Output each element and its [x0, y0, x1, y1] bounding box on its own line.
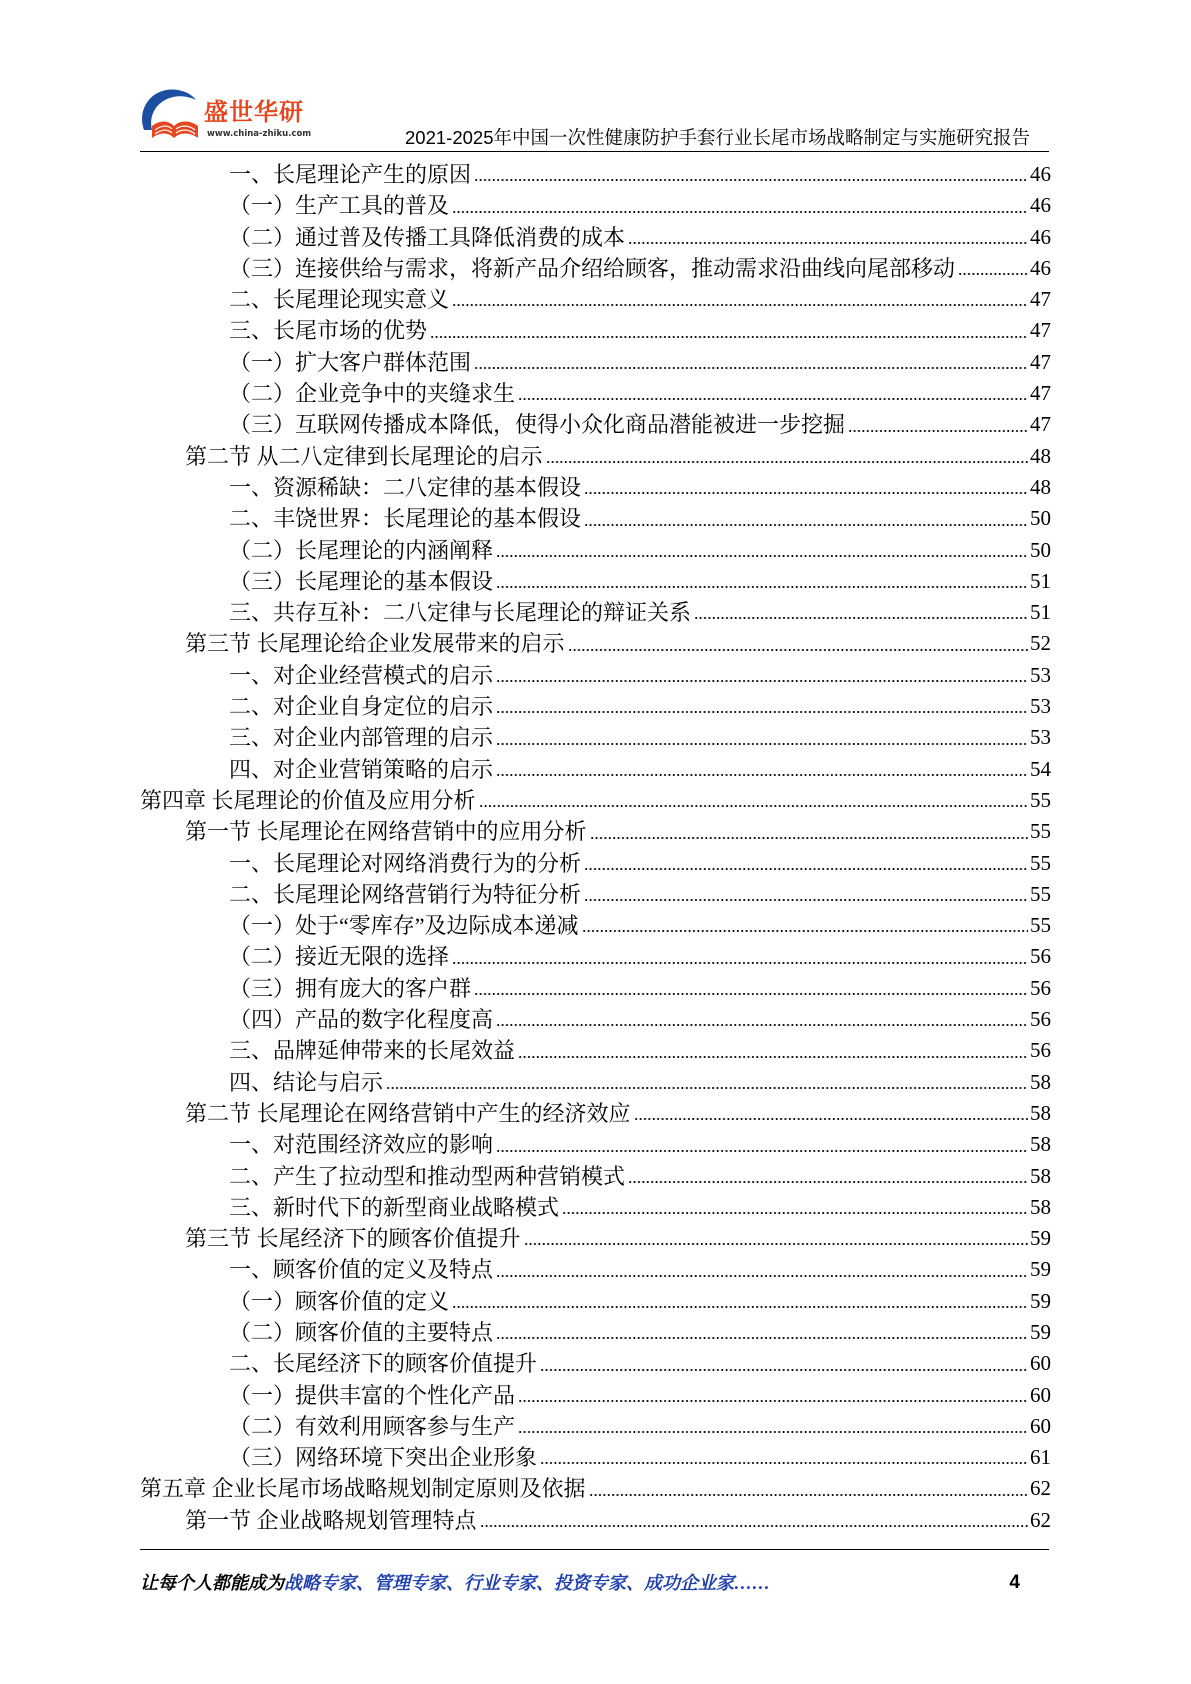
dot-leader [386, 1086, 1028, 1090]
toc-entry [140, 1380, 1051, 1411]
toc-entry [140, 754, 1051, 785]
footer-slogan [140, 1571, 770, 1595]
toc-entry-title: 第五章 企业长尾市场战略规划制定原则及依据 [140, 1476, 586, 1502]
toc-entry-title: 第二节 从二八定律到长尾理论的启示 [185, 443, 543, 469]
page-header [0, 0, 1191, 160]
toc-entry-title: 一、资源稀缺：二八定律的基本假设 [229, 474, 582, 500]
dot-leader [546, 460, 1028, 464]
toc-entry-page-number: 50 [1030, 506, 1051, 531]
toc-entry-title: 三、长尾市场的优势 [229, 318, 428, 344]
toc-entry [140, 535, 1051, 566]
toc-entry-page-number: 53 [1030, 725, 1051, 750]
dot-leader [474, 992, 1028, 996]
dot-leader [848, 429, 1028, 433]
toc-entry-page-number: 54 [1030, 756, 1051, 781]
toc-entry-title: （四）产品的数字化程度高 [229, 1007, 494, 1033]
toc-entry [140, 879, 1051, 910]
toc-entry [140, 1317, 1051, 1348]
toc-entry-page-number: 46 [1030, 224, 1051, 249]
dot-leader [496, 585, 1028, 589]
toc-entry-page-number: 59 [1030, 1257, 1051, 1282]
toc-entry [140, 472, 1051, 503]
toc-entry-title: 四、结论与启示 [229, 1069, 384, 1095]
toc-entry [140, 378, 1051, 409]
dot-leader [562, 1211, 1028, 1215]
toc-list [140, 159, 1051, 1536]
toc-entry-title: （二）顾客价值的主要特点 [229, 1319, 494, 1345]
toc-entry [140, 816, 1051, 847]
page-footer [0, 1540, 1191, 1610]
dot-leader [496, 1274, 1028, 1278]
toc-entry-page-number: 48 [1030, 474, 1051, 499]
toc-entry [140, 1473, 1051, 1504]
toc-entry-page-number: 55 [1030, 787, 1051, 812]
toc-entry-title: （三）互联网传播成本降低，使得小众化商品潜能被进一步挖掘 [229, 412, 846, 438]
toc-entry-page-number: 60 [1030, 1382, 1051, 1407]
toc-entry-page-number: 46 [1030, 193, 1051, 218]
toc-entry [140, 1161, 1051, 1192]
book-swoosh-logo-icon [138, 84, 202, 148]
toc-entry [140, 941, 1051, 972]
toc-entry-page-number: 61 [1030, 1445, 1051, 1470]
toc-entry-title: 四、对企业营销策略的启示 [229, 756, 494, 782]
logo-url: www.china-zhiku.com [207, 129, 312, 139]
toc-entry-page-number: 48 [1030, 443, 1051, 468]
dot-leader [628, 1180, 1028, 1184]
toc-entry-title: 三、共存互补：二八定律与长尾理论的辩证关系 [229, 600, 692, 626]
toc-entry-page-number: 56 [1030, 1007, 1051, 1032]
toc-entry [140, 660, 1051, 691]
toc-entry [140, 785, 1051, 816]
dot-leader [584, 491, 1028, 495]
toc-entry-title: 二、长尾经济下的顾客价值提升 [229, 1351, 538, 1377]
dot-leader [496, 679, 1028, 683]
toc-entry [140, 1098, 1051, 1129]
toc-entry-title: （二）长尾理论的内涵阐释 [229, 537, 494, 563]
toc-entry-page-number: 47 [1030, 349, 1051, 374]
toc-entry [140, 1192, 1051, 1223]
toc-entry-title: 二、丰饶世界：长尾理论的基本假设 [229, 506, 582, 532]
dot-leader [479, 804, 1028, 808]
toc-entry-page-number: 51 [1030, 600, 1051, 625]
toc-entry-title: （三）连接供给与需求，将新产品介绍给顾客，推动需求沿曲线向尾部移动 [229, 255, 956, 281]
toc-entry-page-number: 56 [1030, 1038, 1051, 1063]
toc-entry-page-number: 58 [1030, 1069, 1051, 1094]
toc-entry-page-number: 59 [1030, 1226, 1051, 1251]
toc-entry-title: 二、长尾理论现实意义 [229, 287, 450, 313]
dot-leader [518, 397, 1028, 401]
toc-entry-title: 第二节 长尾理论在网络营销中产生的经济效应 [185, 1100, 631, 1126]
dot-leader [524, 1242, 1028, 1246]
toc-entry-page-number: 47 [1030, 287, 1051, 312]
toc-entry [140, 1067, 1051, 1098]
dot-leader [452, 210, 1028, 214]
dot-leader [582, 929, 1028, 933]
toc-entry [140, 1286, 1051, 1317]
footer-slogan-highlight: 战略专家、管理专家、行业专家、投资专家、成功企业家…… [284, 1573, 770, 1593]
toc-entry-title: 第一节 企业战略规划管理特点 [185, 1507, 477, 1533]
dot-leader [496, 710, 1028, 714]
toc-entry-title: 第一节 长尾理论在网络营销中的应用分析 [185, 819, 587, 845]
toc-entry [140, 284, 1051, 315]
toc-entry [140, 628, 1051, 659]
toc-entry [140, 910, 1051, 941]
dot-leader [584, 867, 1028, 871]
toc-entry-page-number: 58 [1030, 1132, 1051, 1157]
toc-entry [140, 1505, 1051, 1536]
toc-entry-page-number: 47 [1030, 318, 1051, 343]
dot-leader [496, 1336, 1028, 1340]
toc-entry-page-number: 55 [1030, 819, 1051, 844]
footer-slogan-prefix: 让每个人都能成为 [140, 1573, 284, 1593]
dot-leader [496, 1149, 1028, 1153]
toc-entry [140, 848, 1051, 879]
toc-entry-page-number: 51 [1030, 568, 1051, 593]
toc-entry-title: 二、对企业自身定位的启示 [229, 694, 494, 720]
toc-entry [140, 691, 1051, 722]
dot-leader [430, 335, 1028, 339]
toc-entry-title: （二）有效利用顾客参与生产 [229, 1413, 516, 1439]
report-title: 2021-2025年中国一次性健康防护手套行业长尾市场战略制定与实施研究报告 [405, 127, 1030, 148]
toc-entry-page-number: 59 [1030, 1319, 1051, 1344]
toc-entry-page-number: 55 [1030, 850, 1051, 875]
toc-entry [140, 315, 1051, 346]
toc-entry-title: 第四章 长尾理论的价值及应用分析 [140, 787, 476, 813]
dot-leader [518, 1055, 1028, 1059]
toc-entry [140, 1348, 1051, 1379]
toc-entry-title: 一、长尾理论对网络消费行为的分析 [229, 850, 582, 876]
toc-entry-title: 一、对范围经济效应的影响 [229, 1132, 494, 1158]
toc-entry-page-number: 52 [1030, 631, 1051, 656]
toc-entry-page-number: 60 [1030, 1351, 1051, 1376]
toc-entry [140, 1442, 1051, 1473]
footer-divider [140, 1549, 1049, 1550]
toc-entry [140, 1035, 1051, 1066]
toc-entry-page-number: 62 [1030, 1476, 1051, 1501]
dot-leader [480, 1524, 1028, 1528]
toc-entry-page-number: 46 [1030, 162, 1051, 186]
toc-entry-page-number: 59 [1030, 1288, 1051, 1313]
toc-entry [140, 503, 1051, 534]
dot-leader [628, 241, 1028, 245]
toc-entry-title: （一）生产工具的普及 [229, 193, 450, 219]
dot-leader [474, 366, 1028, 370]
toc-entry-page-number: 58 [1030, 1194, 1051, 1219]
toc-entry-page-number: 53 [1030, 694, 1051, 719]
toc-entry-page-number: 58 [1030, 1100, 1051, 1125]
toc-entry-title: 一、对企业经营模式的启示 [229, 662, 494, 688]
toc-entry-title: 三、新时代下的新型商业战略模式 [229, 1194, 560, 1220]
dot-leader [584, 898, 1028, 902]
toc-entry [140, 722, 1051, 753]
toc-entry-title: 一、长尾理论产生的原因 [229, 162, 472, 187]
toc-entry-title: （三）网络环境下突出企业形象 [229, 1445, 538, 1471]
toc-entry [140, 441, 1051, 472]
toc-entry-title: （一）处于“零库存”及边际成本递减 [229, 913, 579, 939]
toc-entry-page-number: 47 [1030, 412, 1051, 437]
dot-leader [589, 1493, 1028, 1497]
toc-entry-title: 二、产生了拉动型和推动型两种营销模式 [229, 1163, 626, 1189]
toc-entry-title: 三、品牌延伸带来的长尾效益 [229, 1038, 516, 1064]
dot-leader [518, 1399, 1028, 1403]
dot-leader [694, 616, 1028, 620]
toc-entry [140, 222, 1051, 253]
dot-leader [452, 1305, 1028, 1309]
toc-entry [140, 1411, 1051, 1442]
dot-leader [540, 1368, 1028, 1372]
toc-entry-title: （二）通过普及传播工具降低消费的成本 [229, 224, 626, 250]
toc-entry-page-number: 53 [1030, 662, 1051, 687]
dot-leader [540, 1461, 1028, 1465]
toc-entry-title: （一）顾客价值的定义 [229, 1288, 450, 1314]
toc-entry-title: （二）接近无限的选择 [229, 944, 450, 970]
toc-entry-page-number: 55 [1030, 913, 1051, 938]
toc-entry-page-number: 62 [1030, 1507, 1051, 1532]
page-number: 4 [1009, 1572, 1020, 1593]
toc-entry-page-number: 46 [1030, 255, 1051, 280]
toc-entry [140, 190, 1051, 221]
toc-entry [140, 1223, 1051, 1254]
toc-entry [140, 1254, 1051, 1285]
company-logo [138, 82, 318, 148]
logo-name: 盛世华研 [204, 98, 304, 126]
toc-entry-page-number: 60 [1030, 1413, 1051, 1438]
dot-leader [958, 272, 1028, 276]
toc-entry-title: 三、对企业内部管理的启示 [229, 725, 494, 751]
toc-entry [140, 566, 1051, 597]
dot-leader [496, 554, 1028, 558]
toc-entry [140, 253, 1051, 284]
dot-leader [496, 742, 1028, 746]
dot-leader [474, 178, 1028, 182]
toc-entry-page-number: 50 [1030, 537, 1051, 562]
dot-leader [634, 1117, 1028, 1121]
toc-entry-title: （一）提供丰富的个性化产品 [229, 1382, 516, 1408]
toc-entry [140, 347, 1051, 378]
toc-entry [140, 1004, 1051, 1035]
dot-leader [518, 1430, 1028, 1434]
toc-entry-title: 一、顾客价值的定义及特点 [229, 1257, 494, 1283]
toc-entry-page-number: 56 [1030, 975, 1051, 1000]
dot-leader [590, 836, 1028, 840]
toc-entry-page-number: 55 [1030, 881, 1051, 906]
toc-entry-title: （三）拥有庞大的客户群 [229, 975, 472, 1001]
toc-entry-page-number: 47 [1030, 381, 1051, 406]
dot-leader [452, 961, 1028, 965]
header-divider [140, 151, 1049, 152]
dot-leader [584, 523, 1028, 527]
toc-entry-title: （二）企业竞争中的夹缝求生 [229, 381, 516, 407]
toc-entry [140, 409, 1051, 440]
toc-entry-page-number: 58 [1030, 1163, 1051, 1188]
dot-leader [452, 303, 1028, 307]
toc-entry [140, 973, 1051, 1004]
toc-entry-title: 第三节 长尾经济下的顾客价值提升 [185, 1226, 521, 1252]
dot-leader [496, 1023, 1028, 1027]
toc-entry-title: 第三节 长尾理论给企业发展带来的启示 [185, 631, 565, 657]
toc-entry [140, 597, 1051, 628]
dot-leader [496, 773, 1028, 777]
dot-leader [568, 648, 1028, 652]
toc-entry-title: 二、长尾理论网络营销行为特征分析 [229, 881, 582, 907]
toc-entry [140, 1129, 1051, 1160]
toc-entry-page-number: 56 [1030, 944, 1051, 969]
toc-entry-title: （一）扩大客户群体范围 [229, 349, 472, 375]
toc-entry-title: （三）长尾理论的基本假设 [229, 568, 494, 594]
toc-entry [140, 159, 1051, 190]
